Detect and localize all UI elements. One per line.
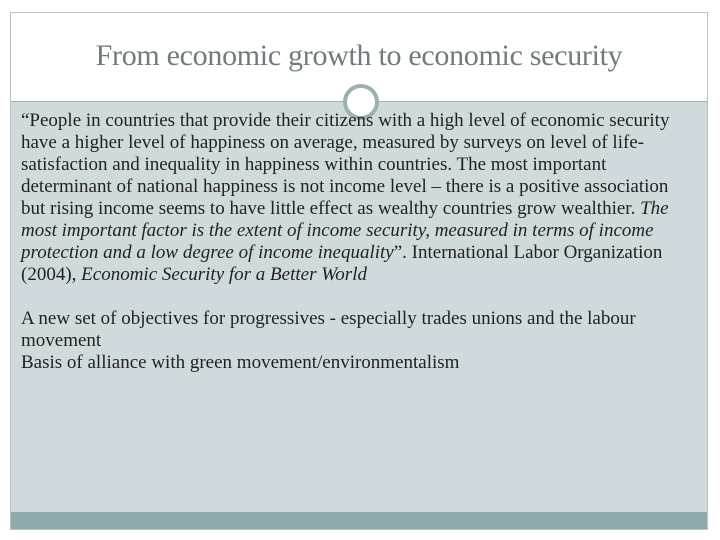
point-alliance: Basis of alliance with green movement/environmentalism [21,352,460,373]
footer-bar [11,512,707,529]
quote-emphasis: The most important factor is the extent of income security, measured in terms of income protection and a low degree of income inequality [21,198,669,263]
source-title: Economic Security for a Better World [81,264,367,285]
quote-text: “People in countries that provide their citizens with a high level of economic security have a higher level of happiness on average, measured by surveys on level of life-satisfaction and inequality in happiness within countries. The most important determinant of national happiness is not income level – there is a positive association but rising income seems to have little effect as wealthy countries grow wealthier. [21,110,670,219]
point-objectives: A new set of objectives for progressives - especially trades unions and the labour movement [21,308,636,351]
slide-body [21,110,686,374]
quote-paragraph [21,110,686,286]
slide-title: From economic growth to economic security [95,39,623,72]
quote-citation: ”. International Labor Organization (2004), [21,242,663,285]
